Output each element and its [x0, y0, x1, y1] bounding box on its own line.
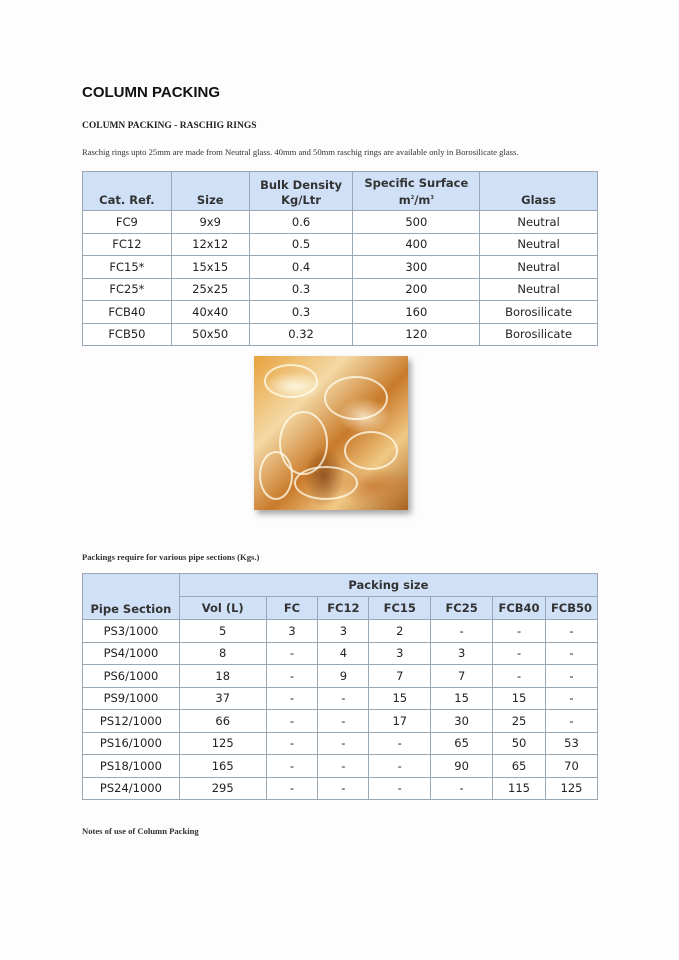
header-specific-surface-unit-per-m: /m — [414, 193, 431, 207]
table-cell: - — [266, 732, 318, 755]
table-cell: 66 — [179, 710, 266, 733]
table-cell: - — [318, 755, 369, 778]
table-cell: 2 — [369, 620, 431, 643]
table-cell: 7 — [431, 665, 493, 688]
table-cell: - — [318, 687, 369, 710]
header-fc15: FC15 — [369, 597, 431, 620]
table-cell: - — [545, 642, 597, 665]
table-cell: - — [266, 687, 318, 710]
header-specific-surface-unit-m: m — [398, 193, 411, 207]
header-cat-ref: Cat. Ref. — [83, 172, 172, 211]
table-cell: 70 — [545, 755, 597, 778]
table-cell: - — [545, 710, 597, 733]
header-fc12: FC12 — [318, 597, 369, 620]
table-cell: 125 — [545, 777, 597, 800]
table-row — [83, 620, 598, 643]
table-cell: 125 — [179, 732, 266, 755]
table-cell: 9x9 — [171, 211, 249, 234]
table-cell: PS3/1000 — [83, 620, 180, 643]
table-cell: 0.3 — [249, 301, 353, 324]
table-cell: PS6/1000 — [83, 665, 180, 688]
table-cell: 17 — [369, 710, 431, 733]
table-cell: 18 — [179, 665, 266, 688]
table-cell: 160 — [353, 301, 480, 324]
table-cell: 40x40 — [171, 301, 249, 324]
table-row — [83, 687, 598, 710]
header-packing-size: Packing size — [179, 574, 597, 597]
table-cell: PS18/1000 — [83, 755, 180, 778]
table-cell: FC9 — [83, 211, 172, 234]
raschig-rings-table — [82, 171, 598, 346]
table-cell: 8 — [179, 642, 266, 665]
header-bulk-density-line1: Bulk Density — [260, 178, 342, 192]
table-cell: 15 — [431, 687, 493, 710]
table-cell: 90 — [431, 755, 493, 778]
table-cell: - — [369, 755, 431, 778]
table-cell: 25 — [493, 710, 546, 733]
table-row — [83, 211, 598, 234]
table-cell: - — [369, 732, 431, 755]
table-cell: FC15* — [83, 256, 172, 279]
table-cell: Neutral — [480, 278, 598, 301]
packings-caption: Packings require for various pipe sections (Kgs.) — [82, 552, 260, 562]
table-cell: Borosilicate — [480, 323, 598, 346]
table-cell: 15 — [369, 687, 431, 710]
header-bulk-density — [249, 172, 353, 211]
table-cell: 300 — [353, 256, 480, 279]
table-cell: - — [493, 642, 546, 665]
table-cell: 25x25 — [171, 278, 249, 301]
ring-shape — [324, 376, 388, 420]
raschig-rings-photo — [254, 356, 408, 510]
table-cell: PS16/1000 — [83, 732, 180, 755]
header-vol: Vol (L) — [179, 597, 266, 620]
table-cell: - — [545, 687, 597, 710]
table-cell: - — [318, 777, 369, 800]
table-cell: - — [493, 665, 546, 688]
table-row — [83, 323, 598, 346]
table-cell: 120 — [353, 323, 480, 346]
header-fcb40: FCB40 — [493, 597, 546, 620]
table-cell: 15x15 — [171, 256, 249, 279]
table-cell: Borosilicate — [480, 301, 598, 324]
table-cell: - — [266, 777, 318, 800]
table-row — [83, 233, 598, 256]
table-cell: FC12 — [83, 233, 172, 256]
table-row — [83, 642, 598, 665]
header-specific-surface-sup1: 2 — [410, 195, 415, 202]
table-cell: 30 — [431, 710, 493, 733]
header-size: Size — [171, 172, 249, 211]
table-cell: 15 — [493, 687, 546, 710]
table-cell: Neutral — [480, 211, 598, 234]
table-cell: 65 — [431, 732, 493, 755]
table-cell: 0.3 — [249, 278, 353, 301]
table-cell: 0.32 — [249, 323, 353, 346]
table-cell: 3 — [266, 620, 318, 643]
table-cell: - — [266, 755, 318, 778]
ring-shape — [259, 451, 293, 500]
table-cell: 4 — [318, 642, 369, 665]
table-row — [83, 301, 598, 324]
table-row — [83, 278, 598, 301]
table-cell: 0.5 — [249, 233, 353, 256]
table-cell: 200 — [353, 278, 480, 301]
table-cell: 400 — [353, 233, 480, 256]
table-header-row — [83, 172, 598, 211]
header-bulk-density-line2: Kg/Ltr — [281, 193, 321, 207]
ring-shape — [344, 431, 398, 470]
table-row — [83, 777, 598, 800]
table-cell: 12x12 — [171, 233, 249, 256]
table-cell: FC25* — [83, 278, 172, 301]
table-cell: 50x50 — [171, 323, 249, 346]
table-cell: FCB50 — [83, 323, 172, 346]
table-cell: 5 — [179, 620, 266, 643]
header-fc: FC — [266, 597, 318, 620]
ring-shape — [294, 466, 358, 500]
table-cell: - — [318, 732, 369, 755]
table-cell: - — [369, 777, 431, 800]
header-pipe-section: Pipe Section — [83, 574, 180, 620]
table-cell: - — [266, 665, 318, 688]
table-cell: 53 — [545, 732, 597, 755]
table-cell: 37 — [179, 687, 266, 710]
table-cell: 65 — [493, 755, 546, 778]
table-cell: 115 — [493, 777, 546, 800]
table-row — [83, 755, 598, 778]
table-cell: - — [266, 710, 318, 733]
table-cell: 50 — [493, 732, 546, 755]
section-subtitle: COLUMN PACKING - RASCHIG RINGS — [82, 121, 257, 131]
table-header-row — [83, 574, 598, 597]
table-cell: 3 — [318, 620, 369, 643]
table-cell: - — [318, 710, 369, 733]
header-specific-surface-line1: Specific Surface — [364, 176, 469, 191]
table-cell: 500 — [353, 211, 480, 234]
table-cell: - — [493, 620, 546, 643]
header-specific-surface — [353, 172, 480, 211]
header-specific-surface-sup2: 3 — [430, 195, 434, 202]
notes-heading: Notes of use of Column Packing — [82, 826, 199, 836]
table-row — [83, 665, 598, 688]
table-cell: FCB40 — [83, 301, 172, 324]
table-cell: 9 — [318, 665, 369, 688]
table-cell: PS4/1000 — [83, 642, 180, 665]
table-cell: - — [431, 620, 493, 643]
table-cell: 7 — [369, 665, 431, 688]
table-row — [83, 732, 598, 755]
page-title: COLUMN PACKING — [82, 84, 221, 101]
table-cell: PS24/1000 — [83, 777, 180, 800]
table-cell: 295 — [179, 777, 266, 800]
table-cell: - — [431, 777, 493, 800]
table-cell: - — [545, 665, 597, 688]
header-glass: Glass — [480, 172, 598, 211]
table-cell: 165 — [179, 755, 266, 778]
table-cell: - — [266, 642, 318, 665]
ring-shape — [264, 364, 318, 398]
table-cell: Neutral — [480, 233, 598, 256]
table-cell: 0.4 — [249, 256, 353, 279]
table-cell: PS9/1000 — [83, 687, 180, 710]
table-cell: 3 — [431, 642, 493, 665]
table-cell: 0.6 — [249, 211, 353, 234]
table-cell: PS12/1000 — [83, 710, 180, 733]
header-fc25: FC25 — [431, 597, 493, 620]
intro-paragraph: Raschig rings upto 25mm are made from Neutral glass. 40mm and 50mm raschig rings are available only in Borosilicate glass. — [82, 147, 519, 157]
table-cell: 3 — [369, 642, 431, 665]
table-cell: Neutral — [480, 256, 598, 279]
table-row — [83, 256, 598, 279]
pipe-sections-table — [82, 573, 598, 800]
table-cell: - — [545, 620, 597, 643]
header-fcb50: FCB50 — [545, 597, 597, 620]
table-row — [83, 710, 598, 733]
